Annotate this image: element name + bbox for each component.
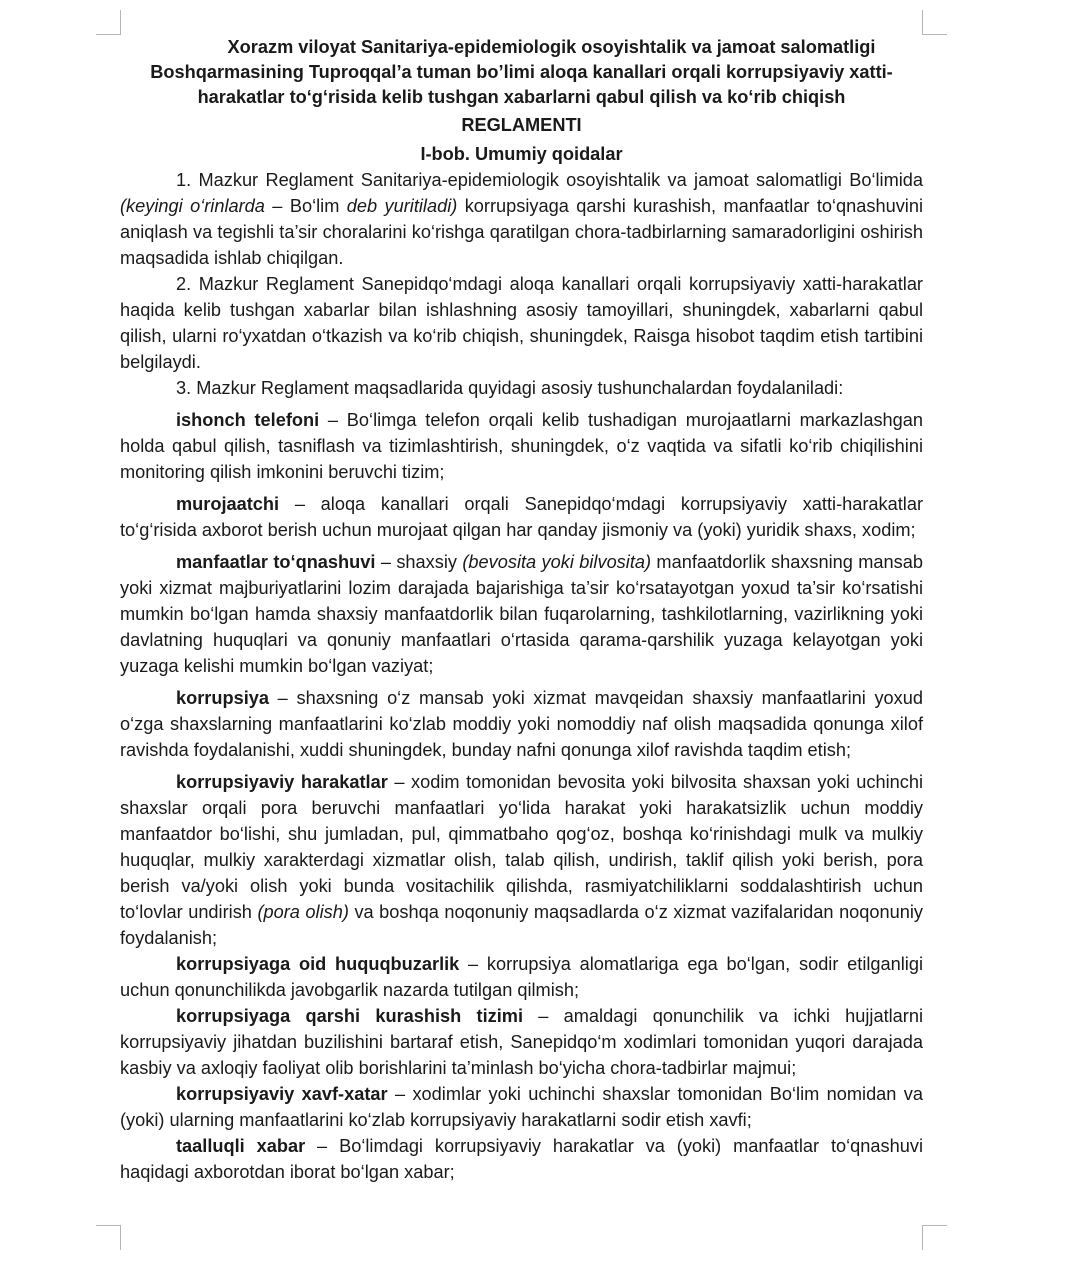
crop-mark-bottom-left <box>96 1225 121 1250</box>
definition-italic: (bevosita yoki bilvosita) <box>462 552 652 572</box>
definition-text: va boshqa noqonuniy maqsadlarda o‘z xizmat vazifalaridan noqonuniy foydalanish; <box>120 902 924 948</box>
p1-italic-a: (keyingi o‘rinlarda <box>120 196 265 216</box>
crop-mark-top-left <box>96 10 121 35</box>
chapter-heading: I-bob. Umumiy qoidalar <box>420 144 623 164</box>
definition-text: – shaxsiy <box>375 552 463 572</box>
definition-taalluqli-xabar <box>120 1133 923 1185</box>
title-line-1: Xorazm viloyat Sanitariya-epidemiologik osoyishtalik va jamoat salomatligi <box>227 37 876 57</box>
definition-text: – korrupsiya alomatlariga ega bo‘lgan, sodir etilganligi uchun qonunchilikda javobgarlik nazarda tutilgan qilmish; <box>120 954 923 1000</box>
title-line-3: harakatlar to‘g‘risida kelib tushgan xabarlarni qabul qilish va ko‘rib chiqish <box>197 87 846 107</box>
definition-term: korrupsiya <box>176 688 269 708</box>
definition-text: – amaldagi qonunchilik va ichki hujjatlarni korrupsiyaviy jihatdan buzilishini bartaraf etish, Sanepidqo‘m xodimlari tomonidan yuqori darajada kasbiy va axloqiy faoliyat olib borishlarini ta’minlash bo‘yicha chora-tadbirlar majmui; <box>120 1006 923 1078</box>
p1-text-c: korrupsiyaga qarshi kurashish, manfaatlar to‘qnashuvini aniqlash va tegishli ta’sir choralarini ko‘rishga qaratilgan chora-tadbirlarning samaradorligini oshirish maqsadida ishlab chiqilgan. <box>120 196 923 268</box>
definition-text: – Bo‘limdagi korrupsiyaviy harakatlar va (yoki) manfaatlar to‘qnashuvi haqidagi axborotdan iborat bo‘lgan xabar; <box>120 1136 923 1182</box>
p1-text-b: – Bo‘lim <box>264 196 347 216</box>
crop-mark-bottom-right <box>922 1225 947 1250</box>
definition-text: – Bo‘limga telefon orqali kelib tushadigan murojaatlarni markazlashgan holda qabul qilish, tasniflash va tizimlashtirish, shuningdek, o‘z vaqtida va sifatli ko‘rib chiqilishini monitoring qilish imkonini beruvchi tizim; <box>120 410 923 482</box>
definition-term: murojaatchi <box>176 494 280 514</box>
definition-korrupsiyaviy-harakatlar <box>120 769 923 951</box>
definition-text: – xodim tomonidan bevosita yoki bilvosita shaxsan yoki uchinchi shaxslar orqali pora beruvchi manfaatlari yo‘lida harakat yoki harakatsizlik uchun moddiy manfaatdor bo‘lishi, shu jumladan, pul, qimmatbaho qog‘oz, boshqa ko‘rinishdagi mulk va mulkiy huquqlar, mulkiy xarakterdagi xizmatlar olish, talab qilish, undirish, taklif qilish yoki berish, pora berish va/yoki olish yoki bunda vositachilik qilishda, rasmiyatchiliklarni soddalashtirish uchun to‘lovlar undirish <box>120 772 923 922</box>
definition-korrupsiya <box>120 685 923 763</box>
definition-term: korrupsiyaviy xavf-xatar <box>176 1084 388 1104</box>
paragraph-3: 3. Mazkur Reglament maqsadlarida quyidagi asosiy tushunchalardan foydalaniladi: <box>176 378 844 398</box>
definition-text: – xodimlar yoki uchinchi shaxslar tomonidan Bo‘lim nomidan va (yoki) ularning manfaatlarini ko‘zlab korrupsiyaviy harakatlarni sodir etish xavfi; <box>120 1084 923 1130</box>
definition-text: – aloqa kanallari orqali Sanepidqo‘mdagi korrupsiyaviy xatti-harakatlar to‘g‘risida axborot berish uchun murojaat qilgan har qanday jismoniy va (yoki) yuridik shaxs, xodim; <box>120 494 923 540</box>
p1-italic-b: deb yuritiladi) <box>346 196 458 216</box>
definition-murojaatchi <box>120 491 923 543</box>
definition-term: korrupsiyaga oid huquqbuzarlik <box>176 954 460 974</box>
definition-italic: (pora olish) <box>257 902 349 922</box>
p1-text-a: 1. Mazkur Reglament Sanitariya-epidemiologik osoyishtalik va jamoat salomatligi Bo‘limida <box>176 170 923 190</box>
definition-korrupsiyaviy-xavf-xatar <box>120 1081 923 1133</box>
crop-mark-top-right <box>922 10 947 35</box>
definition-manfaatlar-toqnashuvi <box>120 549 923 679</box>
document-title <box>120 35 923 110</box>
definition-text: – shaxsning o‘z mansab yoki xizmat mavqeidan shaxsiy manfaatlarini yoxud o‘zga shaxslarning manfaatlarini ko‘zlab moddiy yoki nomoddiy naf olish maqsadida qonunga xilof ravishda foydalanishi, xuddi shuningdek, bunday nafni qonunga xilof ravishda taqdim etish; <box>120 688 923 760</box>
paragraph-2: 2. Mazkur Reglament Sanepidqo‘mdagi aloqa kanallari orqali korrupsiyaviy xatti-harakatlar haqida kelib tushgan xabarlar bilan ishlashning asosiy tamoyillari, shuningdek, xabarlarni qabul qilish, ularni ro‘yxatdan o‘tkazish va ko‘rib chiqish, shuningdek, Raisga hisobot taqdim etish tartibini belgilaydi. <box>120 274 923 372</box>
definition-korrupsiyaga-qarshi-kurashish-tizimi <box>120 1003 923 1081</box>
definition-text: manfaatdorlik shaxsning mansab yoki xizmat majburiyatlarini lozim darajada bajarishiga ta’sir ko‘rsatayotgan yoxud ta’sir ko‘rsatishi mumkin bo‘lgan hamda shaxsiy manfaatdorlik bilan fuqarolarning, tashkilotlarning, vazirlikning yoki davlatning huquqlari va qonuniy manfaatlari o‘rtasida qarama-qarshilik yuzaga kelayotgan yoki yuzaga kelishi mumkin bo‘lgan vaziyat; <box>120 552 923 676</box>
definition-term: ishonch telefoni <box>176 410 320 430</box>
definition-term: korrupsiyaga qarshi kurashish tizimi <box>176 1006 524 1026</box>
definition-term: manfaatlar to‘qnashuvi <box>176 552 376 572</box>
paragraph-1 <box>120 167 923 271</box>
document-page <box>120 35 923 1185</box>
definition-term: korrupsiyaviy harakatlar <box>176 772 388 792</box>
reglament-heading: REGLAMENTI <box>461 115 582 135</box>
definition-korrupsiyaga-oid-huquqbuzarlik <box>120 951 923 1003</box>
definition-term: taalluqli xabar <box>176 1136 306 1156</box>
title-line-2: Boshqarmasining Tuproqqal’a tuman bo’limi aloqa kanallari orqali korrupsiyaviy xatti- <box>150 62 893 82</box>
definition-ishonch-telefoni <box>120 407 923 485</box>
